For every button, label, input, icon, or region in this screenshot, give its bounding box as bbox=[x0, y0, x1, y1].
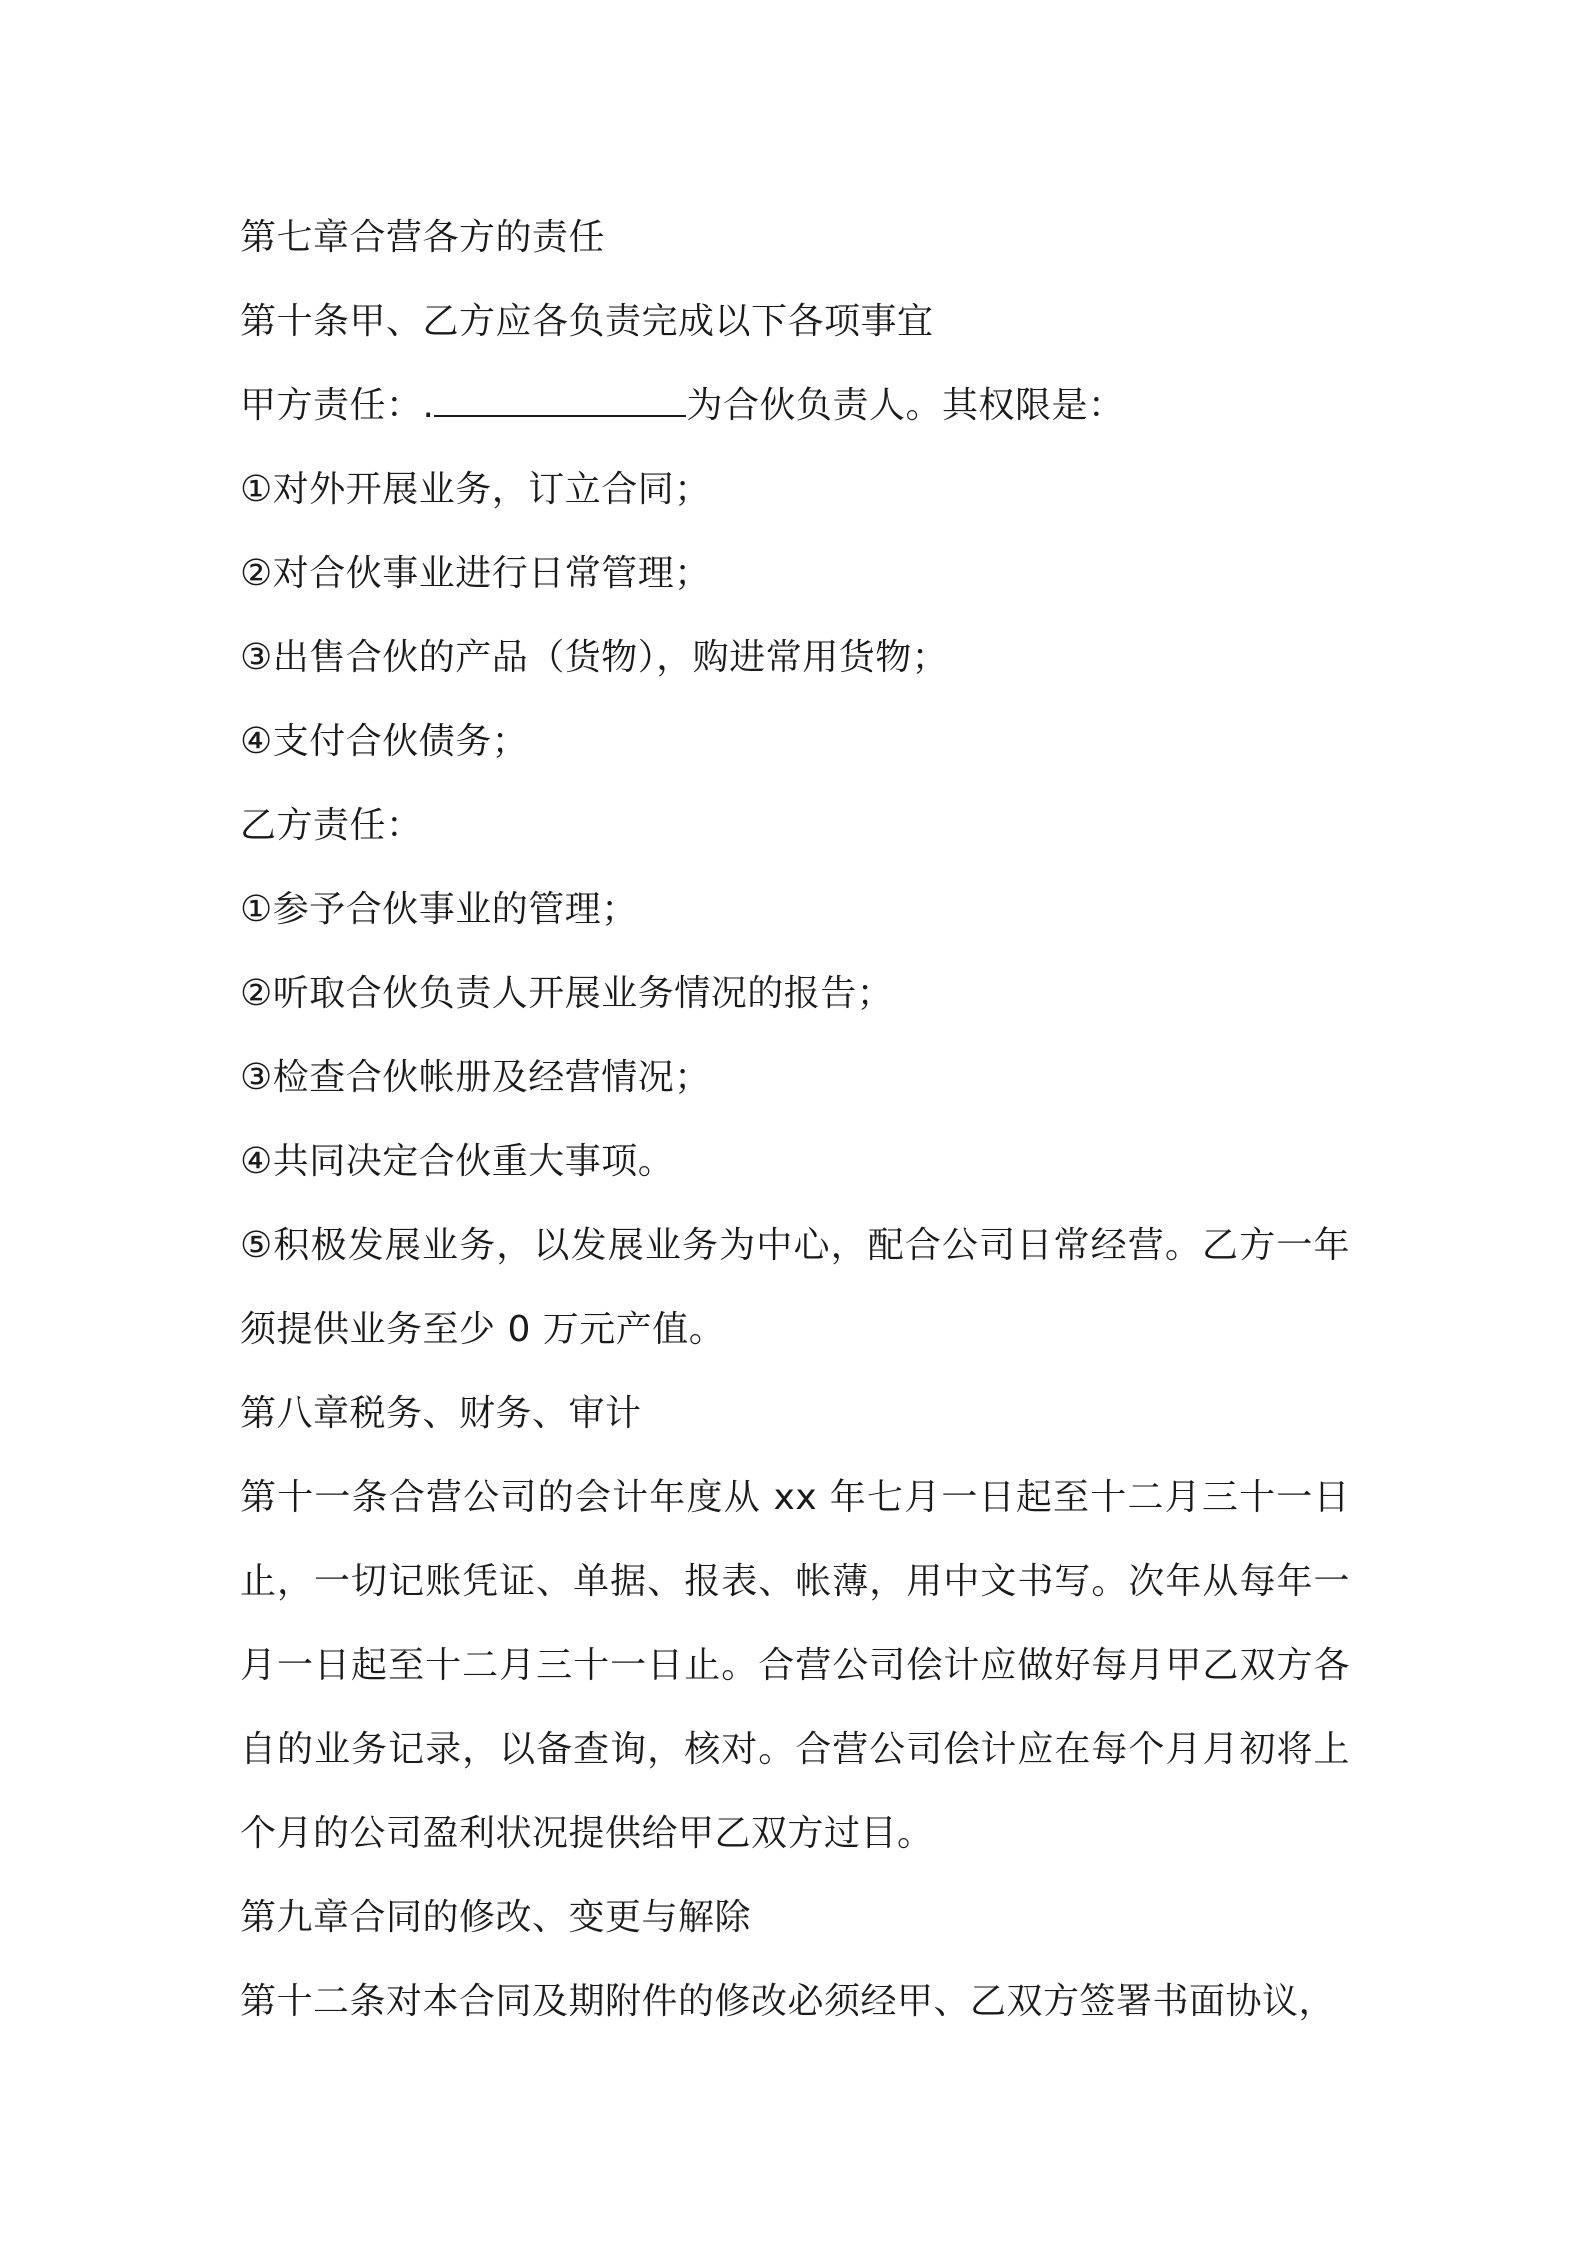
party-a-responsibility-line bbox=[240, 364, 1360, 448]
party-a-label-suffix: 为合伙负责人。其权限是： bbox=[686, 385, 1125, 426]
chapter-9-heading: 第九章合同的修改、变更与解除 bbox=[240, 1897, 752, 1938]
party-a-item: ①对外开展业务，订立合同； bbox=[240, 469, 711, 510]
party-b-item: ②听取合伙负责人开展业务情况的报告； bbox=[240, 973, 894, 1014]
document-page bbox=[240, 196, 1360, 2044]
article-10-heading: 第十条甲、乙方应各负责完成以下各项事宜 bbox=[240, 301, 934, 342]
party-a-item: ②对合伙事业进行日常管理； bbox=[240, 553, 711, 594]
party-a-name-blank bbox=[434, 385, 686, 417]
party-b-item: ⑤积极发展业务，以发展业务为中心，配合公司日常经营。乙方一年须提供业务至少 0 万元产值。 bbox=[240, 1225, 1350, 1350]
party-b-item: ①参予合伙事业的管理； bbox=[240, 889, 638, 930]
party-a-item: ④支付合伙债务； bbox=[240, 721, 529, 762]
article-12-paragraph: 第十二条对本合同及期附件的修改必须经甲、乙双方签署书面协议， bbox=[240, 1981, 1336, 2022]
party-b-item: ③检查合伙帐册及经营情况； bbox=[240, 1057, 711, 1098]
party-a-label: 甲方责任：. bbox=[240, 385, 435, 426]
chapter-7-heading: 第七章合营各方的责任 bbox=[240, 217, 606, 258]
party-b-item: ④共同决定合伙重大事项。 bbox=[240, 1141, 675, 1182]
article-11-paragraph: 第十一条合营公司的会计年度从 xx 年七月一日起至十二月三十一日止，一切记账凭证、单据、报表、帐薄，用中文书写。次年从每年一月一日起至十二月三十一日止。合营公司侩计应做好每月甲乙双方各自的业务记录，以备查询，核对。合营公司侩计应在每个月月初将上个月的公司盈利状况提供给甲乙双方过目。 bbox=[240, 1477, 1350, 1854]
party-a-item: ③出售合伙的产品（货物），购进常用货物； bbox=[240, 637, 949, 678]
party-b-label: 乙方责任： bbox=[240, 805, 423, 846]
chapter-8-heading: 第八章税务、财务、审计 bbox=[240, 1393, 642, 1434]
